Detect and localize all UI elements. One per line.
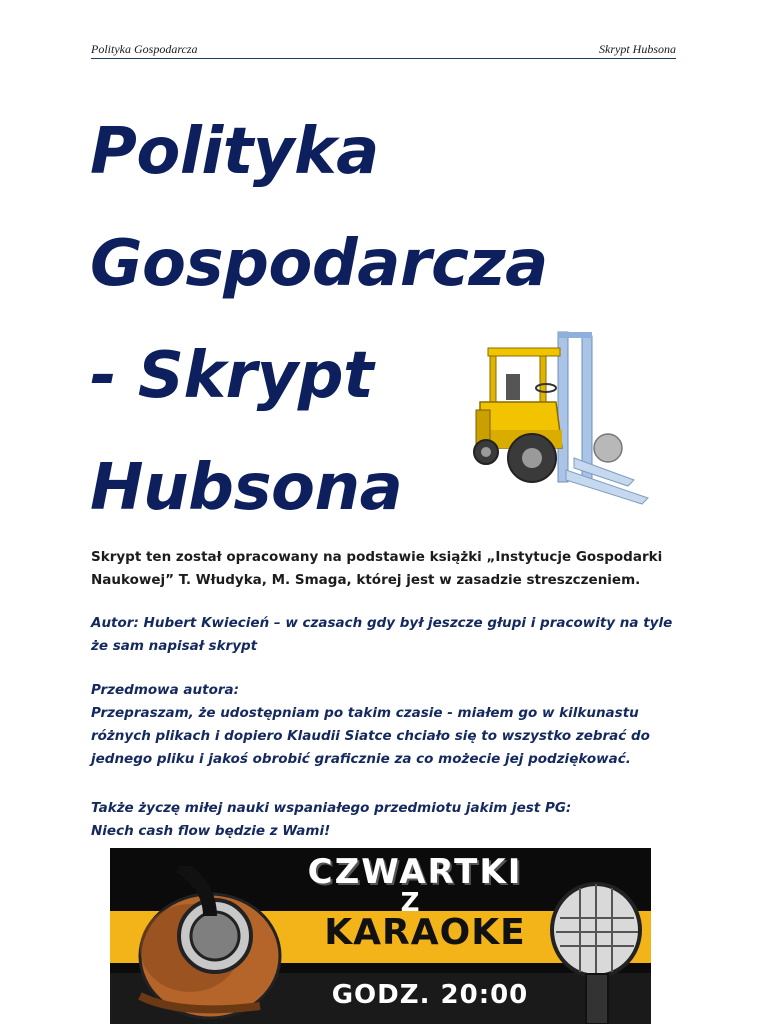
text-line: Także życzę miłej nauki wspaniałego przedmiotu jakim jest PG: — [91, 800, 572, 816]
preface-paragraph — [91, 679, 681, 771]
text-line: jednego pliku i jakoś obrobić graficznie za co możecie jej podziękować. — [91, 751, 631, 767]
text-line: Niech cash flow będzie z Wami! — [91, 823, 331, 839]
banner-time: GODZ. 20:00 — [331, 980, 529, 1010]
author-paragraph — [91, 612, 681, 658]
banner-karaoke: KARAOKE — [324, 912, 526, 953]
title-line: - Skrypt — [90, 339, 374, 413]
text-line: Naukowej” T. Włudyka, M. Smaga, której jest w zasadzie streszczeniem. — [91, 572, 641, 588]
karaoke-banner — [110, 848, 651, 1024]
text-line: że sam napisał skrypt — [91, 638, 258, 654]
text-line: Autor: Hubert Kwiecień – w czasach gdy był jeszcze głupi i pracowity na tyle — [91, 615, 673, 631]
title-line: Gospodarcza — [90, 227, 548, 301]
text-line: różnych plikach i dopiero Klaudii Siatce chciało się to wszystko zebrać do — [91, 728, 650, 744]
header-right-text: Skrypt Hubsona — [599, 42, 676, 56]
text-line: Przedmowa autora: — [91, 682, 240, 698]
title-line: Polityka — [90, 115, 379, 189]
closing-paragraph — [91, 797, 681, 843]
banner-title: CZWARTKI — [307, 852, 523, 892]
title-line: Hubsona — [90, 451, 403, 525]
text-line: Skrypt ten został opracowany na podstawie książki „Instytucje Gospodarki — [91, 549, 663, 565]
forklift-icon — [470, 330, 652, 510]
intro-paragraph — [91, 546, 681, 592]
headphone-face-icon — [120, 866, 290, 1024]
text-line: Przepraszam, że udostępniam po takim czasie - miałem go w kilkunastu — [91, 705, 639, 721]
banner-connector: Z — [400, 888, 420, 918]
header-left-text: Polityka Gospodarcza — [91, 42, 198, 56]
page-header — [91, 42, 676, 59]
